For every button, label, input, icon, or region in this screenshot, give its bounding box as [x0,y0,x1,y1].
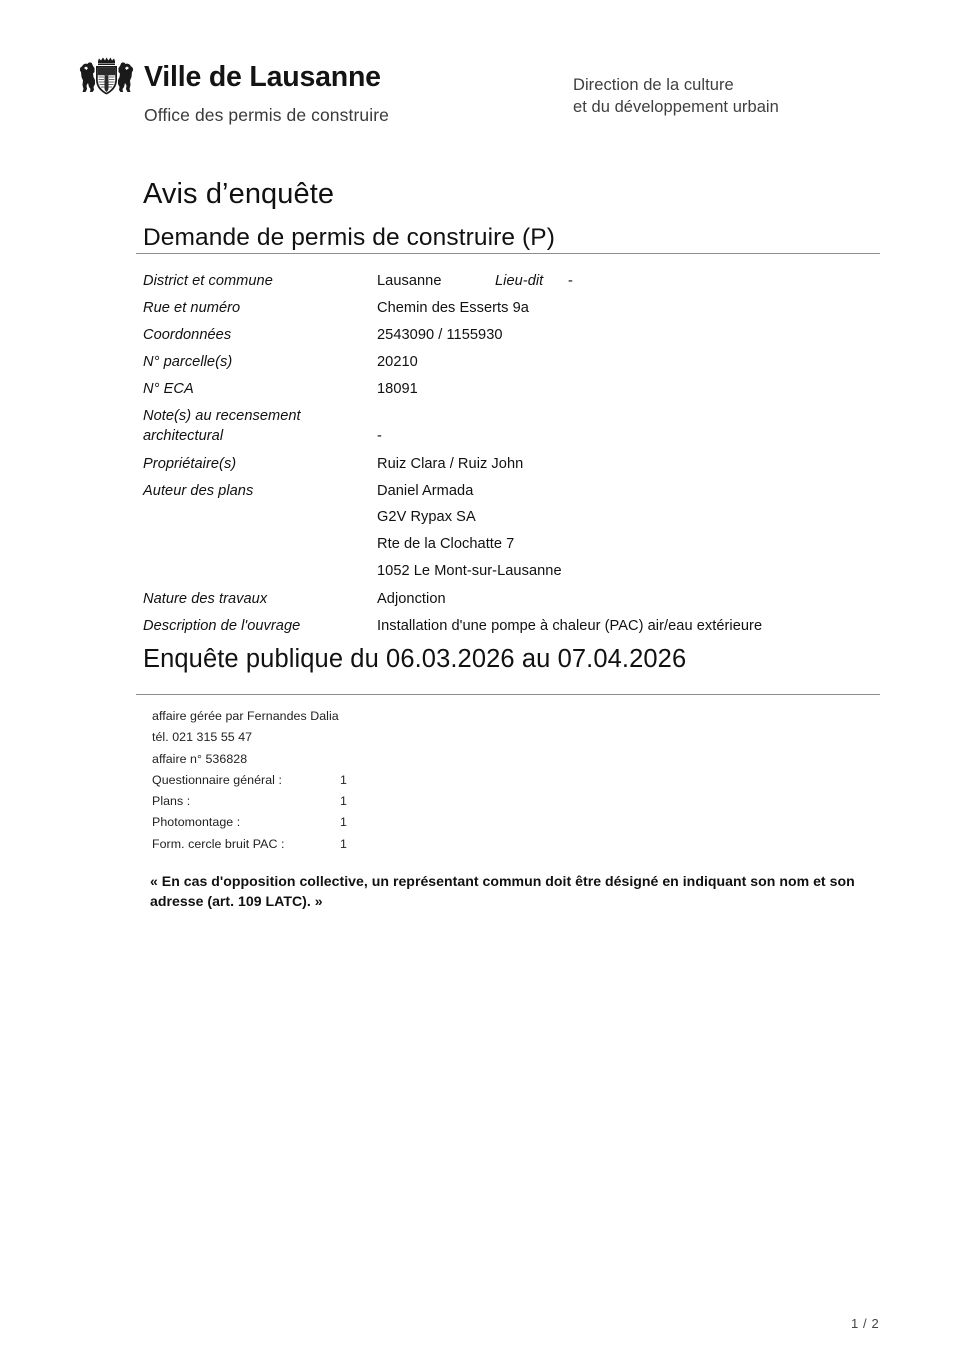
detail-label-spacer [143,507,377,534]
detail-value-description: Installation d'une pompe à chaleur (PAC) air/eau extérieure [377,618,763,634]
detail-value-author-city: 1052 Le Mont-sur-Lausanne [377,563,562,579]
architectural-note-label-line-1: Note(s) au recensement [143,408,301,424]
divider-bottom [136,694,880,695]
affaire-item-label: Photomontage : [152,815,241,830]
detail-row-description [143,615,883,642]
direction-line-2: et du développement urbain [573,97,779,116]
details-table [143,270,883,642]
detail-label-owner: Propriétaire(s) [143,456,237,472]
affaire-phone: tél. 021 315 55 47 [152,730,253,745]
divider-top [136,253,880,254]
detail-row-nature [143,588,883,615]
affaire-managed-by: affaire gérée par Fernandes Dalia [152,709,339,723]
direction-block [573,75,779,119]
page-header [0,0,970,140]
lieudit-label: Lieu-dit [495,273,544,289]
detail-label-coordinates: Coordonnées [143,327,232,343]
detail-value-eca: 18091 [377,381,418,397]
detail-label-nature: Nature des travaux [143,591,268,607]
detail-label-architectural-note [143,405,377,446]
page-subtitle: Demande de permis de construire (P) [143,224,556,252]
affaire-item-label: Questionnaire général : [152,772,282,787]
lieudit-value: - [568,273,573,289]
detail-label-eca: N° ECA [143,381,194,397]
detail-row-architectural-note [143,405,883,446]
detail-row-author-city [143,561,883,588]
detail-label-street: Rue et numéro [143,300,241,316]
detail-label-spacer [143,534,377,561]
page-title: Avis d’enquête [143,178,335,211]
affaire-item-label: Form. cercle bruit PAC : [152,836,285,851]
affaire-item-row [152,834,572,855]
detail-label-parcel: N° parcelle(s) [143,354,233,370]
detail-value-author-street: Rte de la Clochatte 7 [377,536,515,552]
affaire-item-count: 1 [340,794,347,809]
detail-row-eca [143,378,883,405]
detail-row-coordinates [143,324,883,351]
opposition-notice: « En cas d'opposition collective, un représentant commun doit être désigné en indiquant son nom et son adresse (art. 109 LATC). » [150,873,855,909]
affaire-block [152,706,572,855]
detail-label-author: Auteur des plans [143,483,254,499]
detail-row-author-company [143,507,883,534]
affaire-number: affaire n° 536828 [152,751,248,766]
detail-label-district: District et commune [143,273,273,289]
detail-row-street [143,297,883,324]
affaire-item-count: 1 [340,836,347,851]
detail-row-parcel [143,351,883,378]
brand-row [78,57,548,97]
detail-value-district [377,270,883,291]
detail-label-description: Description de l'ouvrage [143,618,301,634]
detail-value-parcel: 20210 [377,354,418,370]
affaire-item-row [152,791,572,812]
affaire-item-count: 1 [340,772,347,787]
detail-label-spacer [143,561,377,588]
detail-row-author [143,480,883,507]
detail-value-coordinates: 2543090 / 1155930 [377,327,503,343]
brand-subtitle: Office des permis de construire [144,105,389,125]
detail-value-nature: Adjonction [377,591,446,607]
commune-value: Lausanne [377,273,442,289]
detail-row-owner [143,453,883,480]
detail-value-author-company: G2V Rypax SA [377,509,476,525]
detail-value-architectural-note: - [377,428,382,444]
detail-value-street: Chemin des Esserts 9a [377,300,529,316]
brand-block [78,57,548,125]
affaire-item-row [152,812,572,833]
detail-row-district [143,270,883,297]
affaire-item-label: Plans : [152,794,191,809]
affaire-item-row [152,770,572,791]
detail-row-author-street [143,534,883,561]
page-number: 1 / 2 [851,1316,880,1331]
detail-value-author: Daniel Armada [377,483,474,499]
architectural-note-label-line-2: architectural [143,428,224,444]
affaire-item-count: 1 [340,815,347,830]
detail-value-owner: Ruiz Clara / Ruiz John [377,456,524,472]
lausanne-coat-of-arms-icon [78,57,135,97]
brand-title: Ville de Lausanne [144,60,381,93]
direction-line-1: Direction de la culture [573,76,734,94]
enquete-publique-heading: Enquête publique du 06.03.2026 au 07.04.2026 [143,645,687,673]
